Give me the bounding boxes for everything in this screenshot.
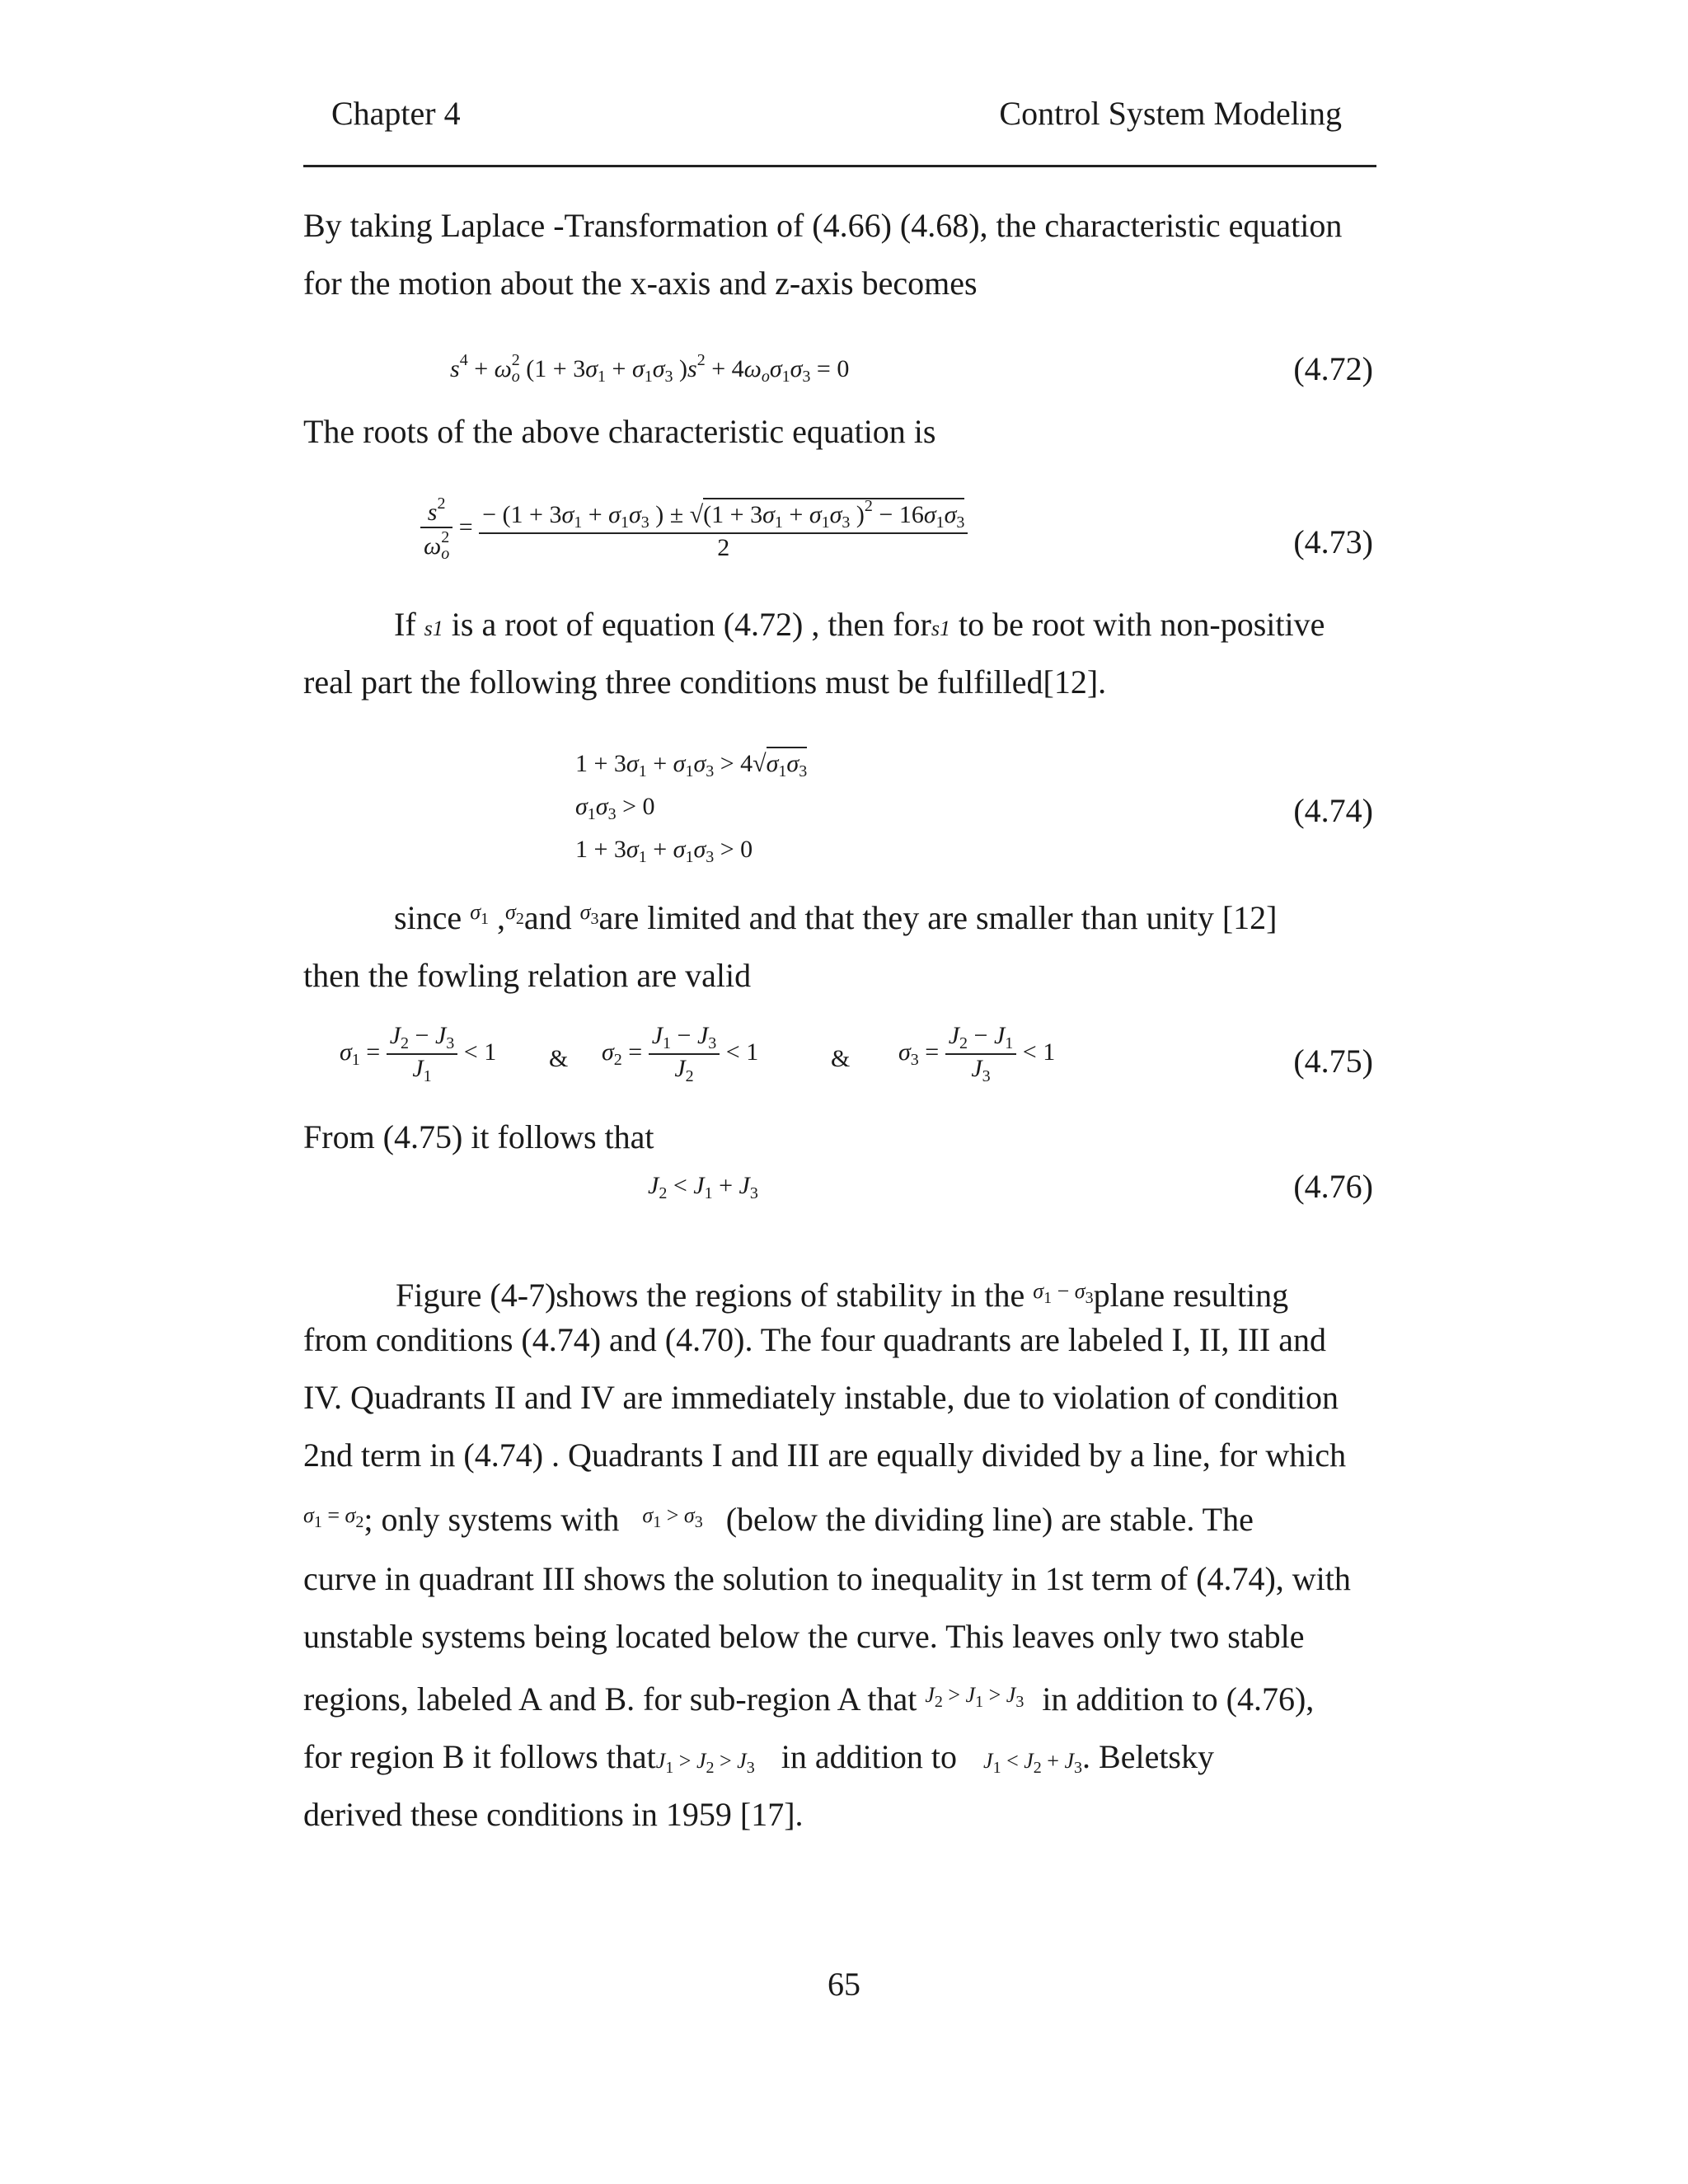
equation-4-75-sigma3: $\sigma_3$ = $\frac{J_2 - J_1}{J_3}$ < 1 (898, 1022, 1056, 1085)
para3-line2: then the fowling relation are valid (303, 957, 752, 994)
para4-line8-b: in addition to (4.76), (1042, 1680, 1315, 1718)
header-rule (303, 165, 1376, 167)
equation-4-74-row3: $1 + 3\sigma_1 + \sigma_1\sigma_3 > 0$ (575, 836, 753, 866)
para4-line8 (303, 1680, 1314, 1718)
para4-text-a: Figure (4-7)shows the regions of stability in the (396, 1277, 1025, 1314)
page-number: 65 (828, 1966, 860, 2003)
para4-line7: unstable systems being located below the curve. This leaves only two stable (303, 1618, 1305, 1655)
para4-line10: derived these conditions in 1959 [17]. (303, 1796, 804, 1833)
chapter-header: Chapter 4 (331, 95, 461, 132)
equation-4-73: $\frac{s^2}{\omega_o^2}$ = $\frac{- (1 + 3\sigma_1 + \sigma_1\sigma_3 ) \pm √(1 + 3\sigma_1 + \sigma_1\sigma_3 )^2 - 16\sigma_1\sigma_3}{2}$ (420, 494, 968, 564)
sigma1-minus-sigma3-inline: σ1 − σ3 (1033, 1279, 1094, 1307)
equation-4-74-row2: $\sigma_1\sigma_3 > 0$ (575, 793, 655, 823)
equation-number-4-76: (4.76) (1293, 1168, 1373, 1205)
para1-line2: for the motion about the x-axis and z-axis becomes (303, 265, 978, 302)
para3-since: since (394, 899, 462, 936)
para4-line5 (303, 1500, 1254, 1539)
para4-line4: 2nd term in (4.74) . Quadrants I and III are equally divided by a line, for which (303, 1436, 1347, 1474)
sigma2-inline: σ2 (505, 900, 524, 928)
para2-s1-a: s1 (424, 616, 443, 640)
j1-gt-j2-gt-j3-inline: $J_1 > J_2 > J_3$ (655, 1749, 755, 1777)
para3-and: and (523, 899, 572, 936)
amp-1: & (549, 1045, 569, 1072)
para2-text-b: is a root of equation (4.72) , then for (451, 606, 931, 643)
para4-line2: from conditions (4.74) and (4.70). The four quadrants are labeled I, II, III and (303, 1321, 1327, 1358)
para4-text-b: plane resulting (1093, 1277, 1289, 1314)
equation-4-72: $s^4 + \omega_o^2$ ($1 + 3\sigma_1 + \sigma_1\sigma_3$ )$s^2 + 4\omega_o\sigma_1\sigma_3 = 0$ (450, 351, 850, 386)
sigma3-inline: σ3 (579, 900, 599, 928)
sigma1-inline: σ1 (470, 900, 490, 928)
equation-4-75-sigma1: $\sigma_1$ = $\frac{J_2 - J_3}{J_1}$ < 1 (340, 1022, 497, 1085)
para4-line9 (303, 1737, 1214, 1778)
sigma1-eq-sigma2-inline: σ1 = σ2 (303, 1503, 364, 1531)
para2-if: If (394, 606, 416, 643)
para2-s1-b: s1 (931, 616, 950, 640)
para3-line1: since $^{\sigma_1}$ ,$^{\sigma_2}$and $^{\sigma_3}$are limited and that they are smaller than unity [12] (394, 899, 1278, 936)
para4-line1 (305, 1263, 1373, 1327)
equation-number-4-74: (4.74) (1293, 792, 1373, 829)
para4-line8-a: regions, labeled A and B. for sub-region A that (303, 1680, 917, 1718)
j1-lt-j2-plus-j3-inline: $J_1 < J_2 + J_3$ (983, 1749, 1083, 1777)
para2-line1 (394, 605, 1325, 644)
equation-number-4-75: (4.75) (1293, 1043, 1373, 1080)
roots-text: The roots of the above characteristic equation is (303, 413, 936, 450)
equation-4-75-sigma2: $\sigma_2$ = $\frac{J_1 - J_3}{J_2}$ < 1 (602, 1022, 759, 1085)
section-header: Control System Modeling (999, 95, 1342, 132)
equation-4-74-row1: $1 + 3\sigma_1 + \sigma_1\sigma_3 > 4√\sigma_1\sigma_3$ (575, 750, 807, 781)
para4-line9-a: for region B it follows that (303, 1738, 656, 1775)
para1-line1: By taking Laplace -Transformation of (4.66) (4.68), the characteristic equation (303, 207, 1343, 244)
equation-4-76: $J_2 < J_1 + J_3$ (648, 1172, 758, 1202)
para4-line9-b: in addition to (781, 1738, 958, 1775)
para2-text-c: to be root with non-positive (958, 606, 1325, 643)
sigma1-gt-sigma3-inline: σ1 > σ3 (642, 1503, 703, 1531)
para4-line5-b: (below the dividing line) are stable. The (725, 1501, 1254, 1538)
para4-line5-a: ; only systems with (363, 1501, 620, 1538)
para4-line3: IV. Quadrants II and IV are immediately instable, due to violation of condition (303, 1379, 1339, 1416)
para2-line2: real part the following three conditions must be fulfilled[12]. (303, 663, 1107, 701)
para4-line9-c: . Beletsky (1082, 1738, 1214, 1775)
para3-text-c: are limited and that they are smaller than unity [12] (598, 899, 1278, 936)
para4-line6: curve in quadrant III shows the solution to inequality in 1st term of (4.74), with (303, 1560, 1351, 1597)
from-text: From (4.75) it follows that (303, 1118, 654, 1155)
equation-number-4-72: (4.72) (1293, 350, 1373, 387)
amp-2: & (831, 1045, 851, 1072)
j2-gt-j1-gt-j3-inline: J2 > J1 > J3 (925, 1683, 1025, 1711)
equation-number-4-73: (4.73) (1293, 523, 1373, 560)
